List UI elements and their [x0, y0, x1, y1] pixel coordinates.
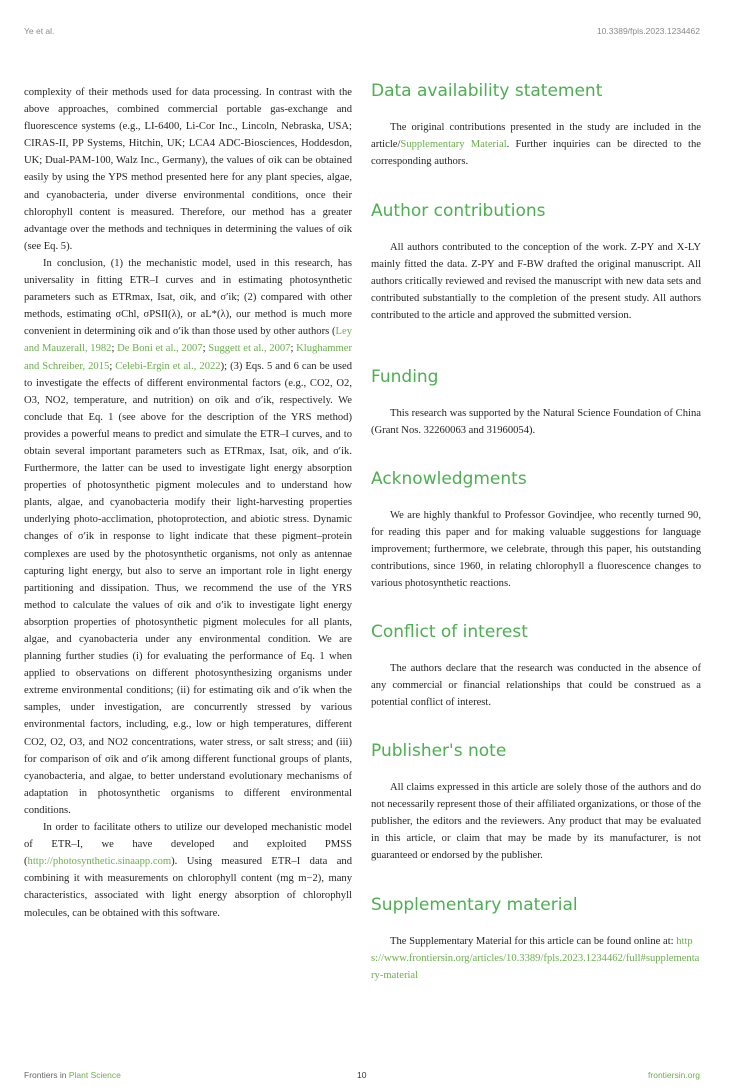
section-supplementary-material [371, 894, 701, 984]
section-text: This research was supported by the Natural Science Foundation of China (Grant Nos. 32260063 and 31960054). [371, 408, 701, 437]
section-author-contributions [371, 200, 701, 324]
section-acknowledgments [371, 468, 701, 592]
section-text: We are highly thankful to Professor Govindjee, who recently turned 90, for reading this paper and for making valuable suggestions for language improvement; furthermore, we celebrate, through this paper, his outstanding contributions, since 1960, in relating chlorophyll a fluorescence changes to various photosynthetic reactions. [371, 510, 701, 590]
header-authors: Ye et al. [24, 26, 55, 36]
supplementary-url-link[interactable]: https://www.frontiersin.org/articles/10.3389/fpls.2023.1234462/full#supplementary-material [371, 936, 700, 982]
footer-site-link[interactable]: frontiersin.org [648, 1070, 700, 1080]
paragraph-text: In order to facilitate others to utilize our developed mechanistic model of ETR–I, we have developed and exploited PMSS ( [24, 822, 352, 868]
section-heading: Funding [371, 367, 439, 387]
paragraph-text: ). Using measured ETR–I data and combining it with measurements on chlorophyll content (mg m−2), many characteristics, associated with light energy absorption of chlorophyll molecules, can be obtained with this software. [24, 856, 352, 919]
header-doi: 10.3389/fpls.2023.1234462 [596, 26, 700, 36]
section-text: All claims expressed in this article are solely those of the authors and do not necessarily represent those of their affiliated organizations, or those of the publisher, the editors and the reviewers. Any product that may be evaluated in this article, or claim that may be made by its manufacturer, is not guaranteed or endorsed by the publisher. [371, 782, 701, 862]
page-number: 10 [357, 1070, 367, 1080]
section-heading: Acknowledgments [371, 469, 527, 489]
section-text: The original contributions presented in the study are included in the article/Supplementary Material. Further inquiries can be directed to the corresponding authors. [371, 122, 701, 168]
citation-link[interactable]: De Boni et al., 2007 [117, 343, 203, 355]
section-heading: Supplementary material [371, 895, 578, 915]
citation-link[interactable]: Klughammer and Schreiber, 2015 [24, 343, 353, 372]
section-heading: Conflict of interest [371, 622, 528, 642]
footer-journal: Frontiers in Plant Science [24, 1070, 121, 1080]
section-funding [371, 366, 701, 439]
journal-name-link[interactable]: Plant Science [68, 1070, 121, 1080]
pmss-link[interactable]: http://photosynthetic.sinaapp.com [27, 856, 172, 868]
section-text: The Supplementary Material for this article can be found online at: https://www.frontiersin.org/articles/10.3389/fpls.2023.1234462/full#supplementary-material [371, 936, 700, 982]
citation-link[interactable]: Celebi-Ergin et al., 2022 [115, 360, 221, 372]
paragraph-text: ); (3) Eqs. 5 and 6 can be used to investigate the effects of different environmental factors (e.g., CO2, O2, O3, NO2, temperature, and nutrition) on σik and σ′ik, respectively. We conclude that Eq. 1 (see above for the description of the YRS method) provides a powerful means to predict and simulate the ETR–I curves, and to obtain several important parameters such as ETRmax, Isat, σik, and σ′ik. Furthermore, the latter can be used to investigate light energy absorption properties of photosynthetic pigment molecules and to understand how plants, algae, and cyanobacteria modify their light-harvesting properties underlying photo-acclimation, photoprotection, and abiotic stress. Dynamic changes of σ′ik in response to light indicate that these pigment–protein complexes are used by the photosynthetic organisms, not only as antennae capturing light energy, but also to serve an important role in light energy partitioning and dissipation. Thus, we recommend the use of the YRS method to calculate the values of σik and σ′ik to investigate light energy absorption properties of photosynthetic pigment molecules for all plants, algae, and cyanobacteria under any environmental condition. We are planning further studies (i) for evaluating the performance of Eq. 1 when applied to observations on different photosynthesizing organisms under extreme environmental conditions; (ii) for estimating σik and σ′ik when the samples, under investigation, are concurrently stressed by various environmental factors, including, e.g., low or high temperatures, different CO2, O2, O3, and NO2 concentrations, water stress, or salt stress; and (iii) for comparison of σik and σ′ik among different functional groups of plants, cyanobacteria, and algae, to better understand evolutionary mechanisms of adaptation in photosynthetic organisms to different environmental conditions. [24, 360, 352, 816]
supplementary-material-link[interactable]: Supplementary Material [400, 139, 507, 151]
section-heading: Data availability statement [371, 81, 603, 101]
citation-link[interactable]: Ley and Mauzerall, 1982 [24, 326, 352, 355]
section-text: The authors declare that the research was conducted in the absence of any commercial or financial relationships that could be construed as a potential conflict of interest. [371, 663, 701, 709]
section-conflict-of-interest [371, 621, 701, 711]
section-heading: Author contributions [371, 201, 546, 221]
body-paragraph-2: In conclusion, (1) the mechanistic model, used in this research, has universality in fitting ETR–I curves and in estimating photosynthetic parameters such as ETRmax, Isat, σik, and σ′ik; (2) compared with other methods, estimating σChl, σPSII(λ), or aL*(λ), our method is much more convenient in determining σik and σ′ik than those used by other authors (Ley and Mauzerall, 1982; De Boni et al., 2007; Suggett et al., 2007; Klughammer and Schreiber, 2015; Celebi-Ergin et al., 2022); (3) Eqs. 5 and 6 can be used to investigate the effects of different environmental factors (e.g., CO2, O2, O3, NO2, temperature, and nutrition) on σik and σ′ik, respectively. We conclude that Eq. 1 (see above for the description of the YRS method) provides a powerful means to predict and simulate the ETR–I curves, and to obtain several important parameters such as ETRmax, Isat, σik, and σ′ik. Furthermore, the latter can be used to investigate light energy absorption properties of photosynthetic pigment molecules and to understand how plants, algae, and cyanobacteria modify their light-harvesting properties underlying photo-acclimation, photoprotection, and abiotic stress. Dynamic changes of σ′ik in response to light indicate that these pigment–protein complexes are used by the photosynthetic organisms, not only as antennae capturing light energy, but also to serve an important role in light energy partitioning and dissipation. Thus, we recommend the use of the YRS method to calculate the values of σik and σ′ik to investigate light energy absorption properties of photosynthetic pigment molecules for all plants, algae, and cyanobacteria under any environmental condition. We are planning further studies (i) for evaluating the performance of Eq. 1 when applied to observations on different photosynthesizing organisms under extreme environmental conditions; (ii) for estimating σik and σ′ik when the samples, under investigation, are concurrently stressed by various environmental factors, including, e.g., low or high temperatures, different CO2, O2, O3, and NO2 concentrations, water stress, or salt stress; and (iii) for comparison of σik and σ′ik among different functional groups of plants, cyanobacteria, and algae, to better understand evolutionary mechanisms of adaptation in photosynthetic organisms to different environmental conditions. [24, 257, 353, 816]
body-paragraph-1: complexity of their methods used for data processing. In contrast with the above approaches, combined commercial portable gas-exchange and fluorescence systems (e.g., LI-6400, Li-Cor Inc., Lincoln, Nebraska, USA; CIRAS-II, PP Systems, Hitchin, UK; LCA4 ADC-Biosciences, Hoddesdon, UK; Dual-PAM-100, Walz Inc., Germany), the values of σik can be obtained easily by using the YPS method presented here for any plant species, algae, and cyanobacteria, under diverse environmental conditions, once their chlorophyll content is measured. Therefore, our method has a greater advantage over the methods and techniques in determining the values of σik (see Eq. 5). [24, 87, 352, 252]
section-heading: Publisher's note [371, 741, 507, 761]
paragraph-text: In conclusion, (1) the mechanistic model, used in this research, has universality in fitting ETR–I curves and in estimating photosynthetic parameters such as ETRmax, Isat, σik, and σ′ik; (2) compared with other methods, estimating σChl, σPSII(λ), or aL*(λ), our method is much more convenient in determining σik and σ′ik than those used by other authors ( [24, 257, 352, 338]
section-publishers-note [371, 740, 701, 864]
left-column [24, 84, 352, 922]
body-paragraph-3 [24, 819, 352, 922]
section-data-availability [371, 80, 701, 170]
citation-link[interactable]: Suggett et al., 2007 [208, 343, 291, 355]
section-text: All authors contributed to the conception of the work. Z-PY and X-LY mainly fitted the data. Z-PY and F-BW drafted the original manuscript. All authors critically reviewed and revised the manuscript with new data sets and contributed substantially to the completion of the present study. All authors contributed to the article and approved the submitted version. [371, 242, 701, 322]
